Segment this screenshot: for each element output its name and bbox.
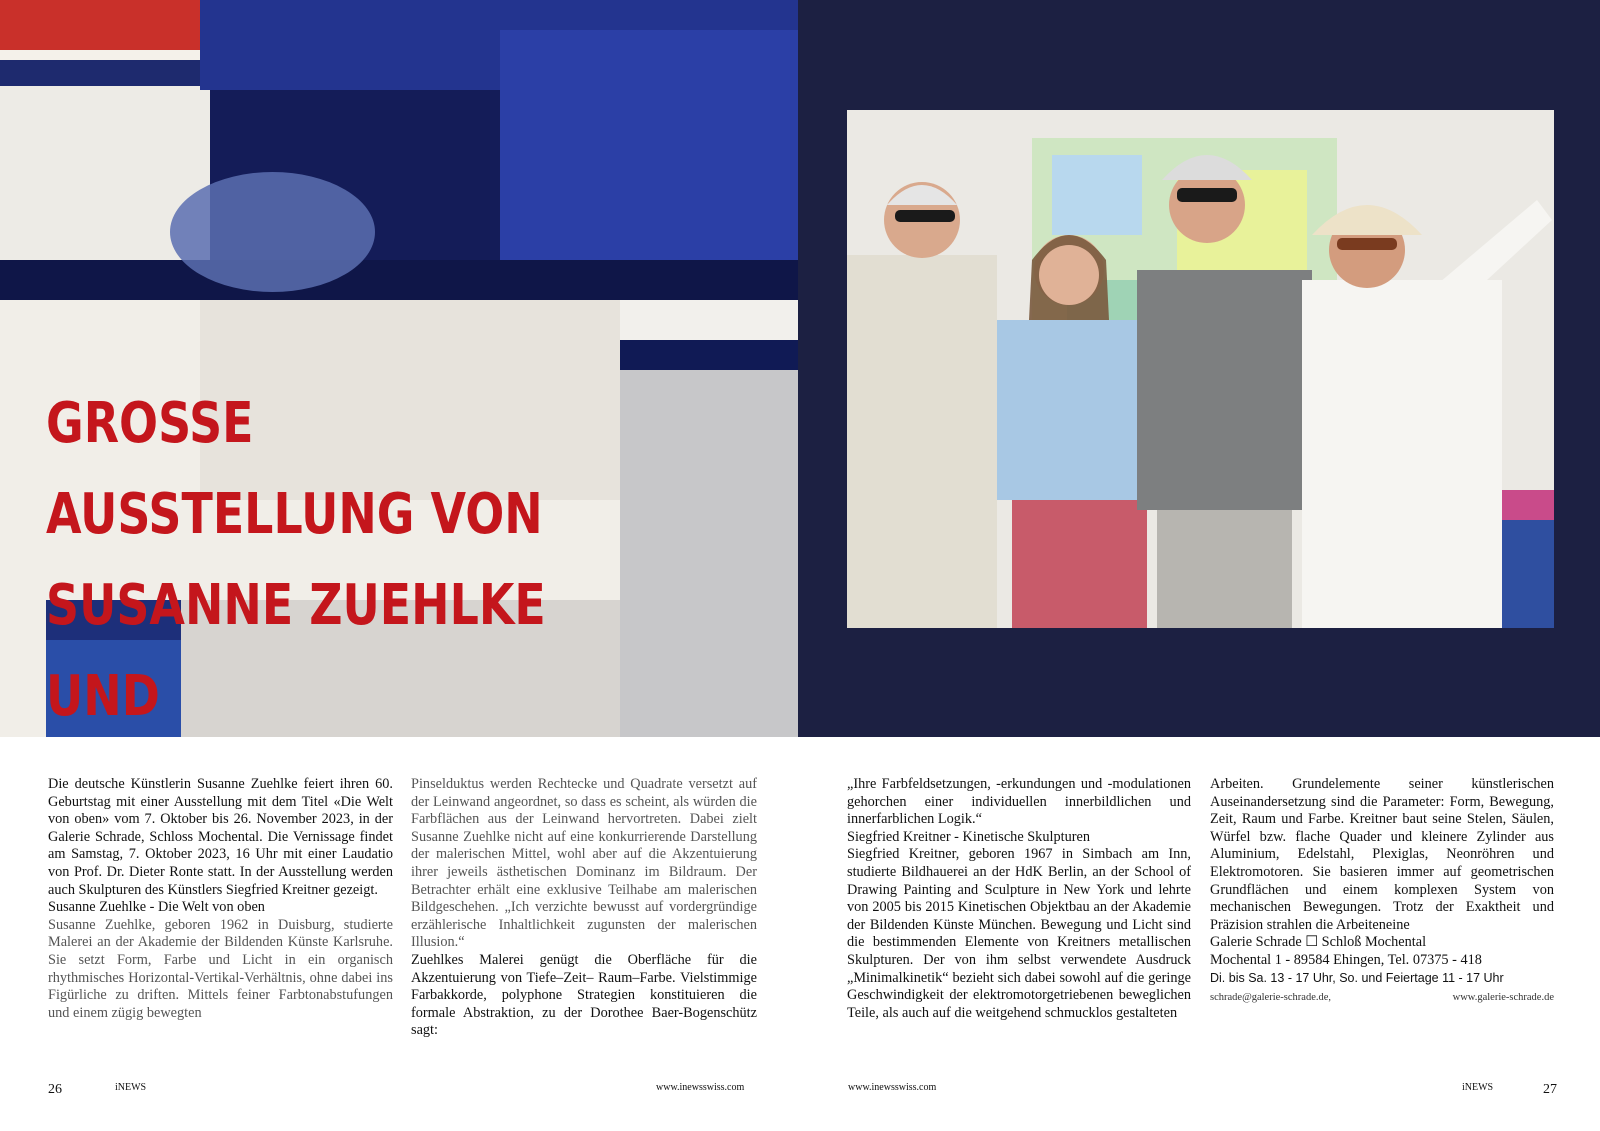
body-paragraph: Siegfried Kreitner, geboren 1967 in Simbach am Inn, studierte Bildhauerei an der HdK Berlin, an der School of Drawing Painting and Sculpture in New York und lehrte von 2005 bis 2015 Kinetischen Objektbau an der Akademie der Bildenden Künste München. Bewegung und Licht sind die bestimmenden Elemente von Kreitners metallischen Skulpturen. Der von ihm selbst verwendete Ausdruck „Minimalkinetik“ bezieht sich dabei sowohl auf die geringe Geschwindigkeit der elektromotorgetriebenen beweglichen Teile, als auch auf die weitgehend schmucklos gestalteten — [847, 846, 1191, 1021]
section-subhead-kreitner: Siegfried Kreitner - Kinetische Skulpturen — [847, 828, 1090, 845]
painting-oval-shape — [170, 172, 375, 292]
painting-blue-block — [500, 30, 798, 280]
section-subhead-zuehlke: Susanne Zuehlke - Die Welt von oben — [48, 899, 265, 916]
url-right[interactable]: www.inewsswiss.com — [848, 1082, 937, 1093]
gallery-name: Galerie Schrade ☐ Schloß Mochental — [1210, 934, 1427, 951]
abstract-painting-artwork — [0, 0, 798, 737]
opening-hours: Di. bis Sa. 13 - 17 Uhr, So. und Feiertage 11 - 17 Uhr — [1210, 970, 1504, 985]
article-column-4 — [1210, 776, 1554, 1007]
article-column-1 — [48, 776, 393, 1022]
gallery-website-link[interactable]: www.galerie-schrade.de — [1452, 992, 1554, 1004]
body-paragraph: Pinselduktus werden Rechtecke und Quadrate versetzt auf der Leinwand angeordnet, so dass es scheint, als würden die Farbflächen aus der Leinwand hervortreten. Dabei zielt Susanne Zuehlke nicht auf eine konkurrierende Darstellung der malerischen Mittel, wohl aber auf die Akzentuierung ihrer jeweils ästhetischen Dominanz im Bildraum. Der Betrachter erhält eine exklusive Teilhabe am malerischen Bildgeschehen. „Ich verzichte bewusst auf vordergründige erzählerische Inhaltlichkeit zugunsten der malerischen Illusion.“ — [411, 776, 757, 951]
painting-white-block-right — [620, 300, 798, 340]
body-paragraph: Susanne Zuehlke, geboren 1962 in Duisburg, studierte Malerei an der Akademie der Bildenden Künste Karlsruhe. Sie setzt Form, Farbe und Licht in ein organisch rhythmisches Horizontal-Vertikal-Verhältnis, ohne dabei ins Figürliche zu driften. Mittels feiner Farbtonabstufungen und einem zügig bewegten — [48, 916, 393, 1021]
group-photo — [847, 110, 1554, 628]
article-column-3 — [847, 776, 1191, 1022]
gallery-email-link[interactable]: schrade@galerie-schrade.de, — [1210, 992, 1332, 1004]
painting-navy-strip — [0, 60, 200, 86]
page-number-left: 26 — [48, 1082, 62, 1097]
painting-red-block — [0, 0, 200, 50]
url-left[interactable]: www.inewsswiss.com — [656, 1082, 745, 1093]
painting-navy-stripe-right — [620, 340, 798, 370]
page-number-right: 27 — [1543, 1082, 1557, 1097]
painting-white-strip — [0, 50, 200, 60]
group-photo-illustration — [847, 110, 1554, 628]
painting-grey-field — [620, 370, 798, 737]
body-paragraph: Arbeiten. Grundelemente seiner künstlerischen Auseinandersetzung sind die Parameter: Form, Bewegung, Zeit, Raum und Farbe. Kreitner baut seine Stelen, Säulen, Würfel bzw. flache Quader und kleinere Zylinder aus Aluminium, Edelstahl, Plexiglas, Neonröhren und Elektromotoren. Sie basieren immer auf geometrischen Grundflächen und einem komplexen System von mechanischen Bewegungen. Trotz der Exaktheit und Präzision strahlen die Arbeiteneine — [1210, 776, 1554, 933]
quote-paragraph: „Ihre Farbfeldsetzungen, -erkundungen und -modulationen gehorchen einer individuellen innerbildlichen und innerfarblichen Logik.“ — [847, 776, 1191, 828]
brand-left: iNEWS — [115, 1082, 147, 1093]
headline: GROSSE AUSSTELLUNG VON SUSANNE ZUEHLKE UND — [46, 391, 546, 729]
lead-paragraph: Die deutsche Künstlerin Susanne Zuehlke feiert ihren 60. Geburtstag mit einer Ausstellung mit dem Titel «Die Welt von oben» vom 7. Oktober bis 26. November 2023, in der Galerie Schrade, Schloss Mochental. Die Vernissage findet am Samstag, 7. Oktober 2023, 16 Uhr mit einer Laudatio von Prof. Dr. Dieter Ronte statt. In der Ausstellung werden auch Skulpturen des Künstlers Siegfried Kreitner gezeigt. — [48, 776, 393, 898]
brand-right: iNEWS — [1462, 1082, 1494, 1093]
article-column-2 — [411, 776, 757, 1040]
painting-navy-band — [0, 260, 798, 300]
emphasis-paragraph: Zuehlkes Malerei genügt die Oberfläche für die Akzentuierung von Tiefe–Zeit– Raum–Farbe. Vielstimmige Farbakkorde, polyphone Strategien konstituieren die formale Abstraktion, zu der Dorothee Baer-Bogenschütz sagt: — [411, 951, 757, 1039]
gallery-address: Mochental 1 - 89584 Ehingen, Tel. 07375 - 418 — [1210, 951, 1482, 968]
